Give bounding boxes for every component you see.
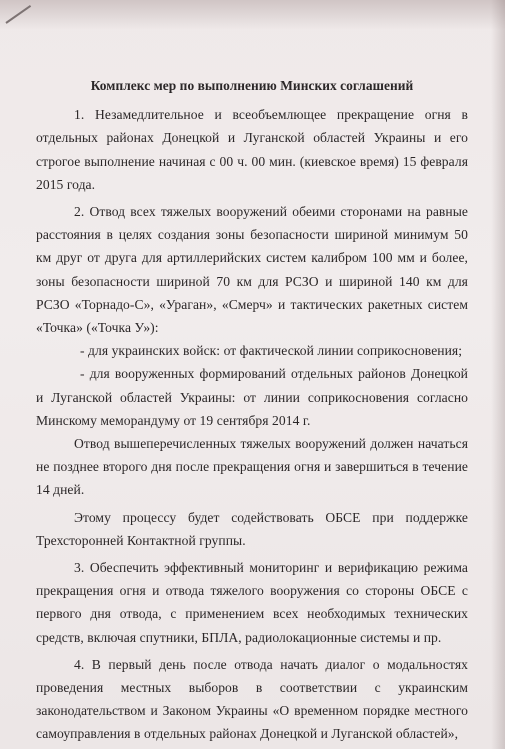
paragraph-2: 2. Отвод всех тяжелых вооружений обеими сторонами на равные расстояния в целях создания зоны безопасности шириной минимум 50 км друг от друга для артиллерийских систем калибром 100 мм и более, зоны безопасности шириной 70 км для РСЗО и шириной 140 км для РСЗО «Торнадо-С», «Ураган», «Смерч» и тактических ракетных систем «Точка» («Точка У»):	[36, 204, 468, 336]
page-shadow-top	[0, 0, 505, 30]
paragraph-2-osce-support: Этому процессу будет содействовать ОБСЕ при поддержке Трехсторонней Контактной группы.	[36, 509, 468, 548]
paragraph-1: 1. Незамедлительное и всеобъемлющее прекращение огня в отдельных районах Донецкой и Луганской областей Украины и его строгое выполнение начиная с 00 ч. 00 мин. (киевское время) 15 февраля 2015 года.	[36, 107, 468, 192]
document-body	[36, 74, 468, 746]
paragraph-2-item-formations: - для вооруженных формирований отдельных районов Донецкой и Луганской областей Украины: от линии соприкосновения согласно Минскому меморандуму от 19 сентября 2014 г.	[36, 366, 468, 428]
paragraph-2-withdrawal-timing: Отвод вышеперечисленных тяжелых вооружений должен начаться не позднее второго дня после прекращения огня и завершиться в течение 14 дней.	[36, 436, 468, 498]
paragraph-4: 4. В первый день после отвода начать диалог о модальностях проведения местных выборов в соответствии с украинским законодательством и Законом Украины «О временном порядке местного самоуправления в отдельных районах Донецкой и Луганской областей»,	[36, 656, 468, 742]
page-shadow-right	[491, 0, 505, 749]
document-title: Комплекс мер по выполнению Минских соглашений	[90, 78, 414, 93]
paragraph-2-item-ukraine: - для украинских войск: от фактической линии соприкосновения;	[80, 343, 463, 359]
paragraph-3: 3. Обеспечить эффективный мониторинг и верификацию режима прекращения огня и отвода тяжелого вооружения со стороны ОБСЕ с первого дня отвода, с применением всех необходимых технических средств, включая спутники, БПЛА, радиолокационные системы и пр.	[36, 560, 468, 645]
